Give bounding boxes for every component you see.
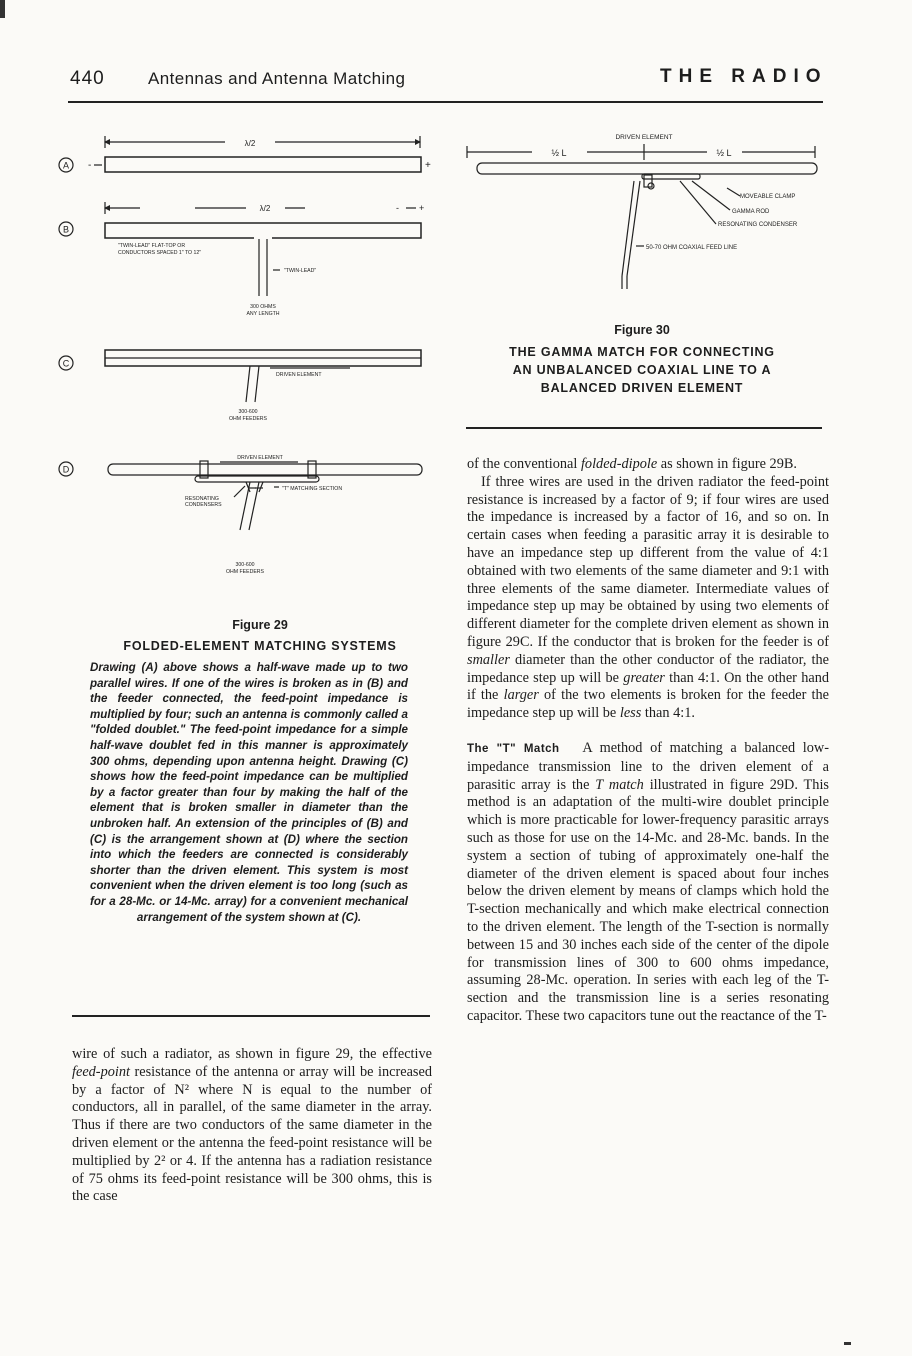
matching-section-label: "T" MATCHING SECTION bbox=[282, 486, 343, 492]
figure-30-drawing bbox=[462, 126, 832, 316]
dim-b: λ/2 bbox=[259, 204, 271, 213]
twinlead-label: "TWIN-LEAD" bbox=[284, 268, 317, 274]
scan-mark bbox=[0, 0, 5, 18]
drawing-b bbox=[105, 202, 421, 296]
figure-30-title bbox=[462, 343, 822, 397]
t-match-heading: The "T" Match bbox=[467, 742, 560, 755]
resonating-label-2: CONDENSERS bbox=[185, 502, 222, 508]
driven-element-label: DRIVEN ELEMENT bbox=[615, 134, 673, 141]
left-column-rule bbox=[72, 1015, 430, 1017]
resonating-condenser-label: RESONATING CONDENSER bbox=[718, 222, 798, 228]
figure-30-title-line-1: THE GAMMA MATCH FOR CONNECTING bbox=[509, 345, 775, 359]
figure-29-number: Figure 29 bbox=[232, 618, 288, 632]
label-d: D bbox=[62, 464, 70, 475]
right-column-rule bbox=[466, 427, 822, 429]
resonating-label-1: RESONATING bbox=[185, 496, 219, 502]
half-l-left: ½ L bbox=[551, 148, 567, 158]
label-b: B bbox=[62, 224, 70, 235]
dim-a: λ/2 bbox=[244, 139, 256, 148]
half-l-right: ½ L bbox=[716, 148, 732, 158]
left-column-text: wire of such a radiator, as shown in figure 29, the effective feed-point resistance of the antenna or array will be increased by a factor of N² where N is equal to the number of conductors, all in parallel, of the same diameter in the array. Thus if there are two conductors of the same diameter in the driven element or the antenna the feed-point resistance will be multiplied by 2² or 4. If the antenna has a radiation resistance of 75 ohms its feed-point resistance will be 300 ohms, this is the case bbox=[72, 1046, 432, 1205]
coax-feed-line-label: 50-70 OHM COAXIAL FEED LINE bbox=[646, 245, 738, 251]
paragraph-t-match: The "T" Match A method of matching a balanced low-impedance transmission line to the driven element of a parasitic array is the T match illustrated in figure 29D. This method is an adaptation of the multi-wire doublet principle which is more practicable for lower-frequency parasitic arrays such as those for use on the 14-Mc. and 28-Mc. bands. In the system a section of tubing of approximately one-half the diameter of the driven element is spaced about four inches below the driven element by means of clamps which hold the T-section mechanically and which make electrical connection to the driven element. The length of the T-section is normally between 15 and 30 inches each side of the center of the dipole for transmission lines of 300 to 600 ohms impedance, assuming 28-Mc. operation. In series with each leg of the T-section and the transmission line is a series resonating capacitor. These two capacitors tune out the reactance of the T- bbox=[467, 739, 829, 1024]
drawing-c bbox=[105, 350, 421, 402]
chapter-title: Antennas and Antenna Matching bbox=[148, 69, 406, 88]
driven-element-label-c: DRIVEN ELEMENT bbox=[276, 372, 322, 378]
flattop-label-1: "TWIN-LEAD" FLAT-TOP OR bbox=[118, 243, 186, 249]
drawing-a bbox=[94, 136, 421, 172]
header-rule bbox=[68, 101, 823, 103]
moveable-clamp-label: MOVEABLE CLAMP bbox=[740, 194, 796, 200]
ohms-label-2: ANY LENGTH bbox=[246, 311, 280, 317]
figure-30-title-line-3: BALANCED DRIVEN ELEMENT bbox=[540, 381, 744, 395]
figure-29-title: FOLDED-ELEMENT MATCHING SYSTEMS bbox=[123, 639, 397, 653]
running-head: THE RADIO bbox=[660, 66, 828, 87]
drawing-d bbox=[108, 461, 422, 530]
paragraph-impedance-step: If three wires are used in the driven radiator the feed-point resistance is increased by a factor of 9; if four wires are used the impedance is increased by a factor of 16, and so on. In certain cases when feeding a parasitic array it is desirable to have an impedance step up different from the value of 4:1 obtained with two elements of the same diameter and 9:1 with three elements of the same diameter. Intermediate values of impedance step up may be obtained by using two elements of different diameter for the complete driven element as shown in figure 29C. If the conductor that is broken for the feeder is of smaller diameter than the other conductor of the radiator, the impedance step up will be greater than 4:1. On the other hand if the larger of the two elements is broken for the feeder the impedance step up will be less than 4:1. bbox=[467, 473, 829, 722]
feeders-label-c-1: 300-600 bbox=[238, 409, 258, 415]
ohms-label-1: 300 OHMS bbox=[250, 304, 276, 310]
minus-b: - bbox=[396, 203, 399, 213]
feeders-label-c-2: OHM FEEDERS bbox=[228, 416, 268, 422]
label-c: C bbox=[62, 358, 70, 369]
figure-29-caption: Drawing (A) above shows a half-wave made up to two parallel wires. If one of the wires is broken as in (B) and the feeder connected, the feed-point impedance is multiplied by four; such an antenna is commonly called a "folded doublet." The feed-point impedance for a simple half-wave doublet fed in this manner is approximately 300 ohms, depending upon antenna height. Drawing (C) shows how the feed-point impedance can be multiplied by a factor greater than four by making the half of the element that is broken smaller in diameter than the unbroken half. An extension of the principles of (B) and (C) is the arrangement shown at (D) where the section into which the feeders are connected is considerably shorter than the driven element. This system is most convenient when the driven element is too long (such as for a 28-Mc. or 14-Mc. array) for a convenient mechanical arrangement of the system shown at (C). bbox=[90, 661, 408, 924]
flattop-label-2: CONDUCTORS SPACED 1" TO 12" bbox=[118, 250, 202, 256]
driven-element-label-d: DRIVEN ELEMENT bbox=[237, 455, 283, 461]
right-column-text bbox=[467, 456, 829, 1026]
figure-30-number: Figure 30 bbox=[614, 323, 670, 337]
plus-b: + bbox=[419, 203, 425, 213]
page-number: 440 bbox=[70, 68, 105, 89]
gamma-rod-label: GAMMA ROD bbox=[732, 209, 770, 215]
scan-mark-bottom bbox=[844, 1342, 851, 1345]
feeders-label-d-2: OHM FEEDERS bbox=[225, 569, 265, 575]
figure-29-drawing bbox=[50, 120, 450, 590]
plus-a: + bbox=[425, 160, 431, 171]
paragraph-folded-dipole: of the conventional folded-dipole as shown in figure 29B. bbox=[467, 456, 797, 472]
label-a: A bbox=[62, 160, 70, 171]
figure-30-title-line-2: AN UNBALANCED COAXIAL LINE TO A bbox=[512, 363, 772, 377]
feeders-label-d-1: 300-600 bbox=[235, 562, 255, 568]
minus-a: - bbox=[88, 160, 92, 171]
